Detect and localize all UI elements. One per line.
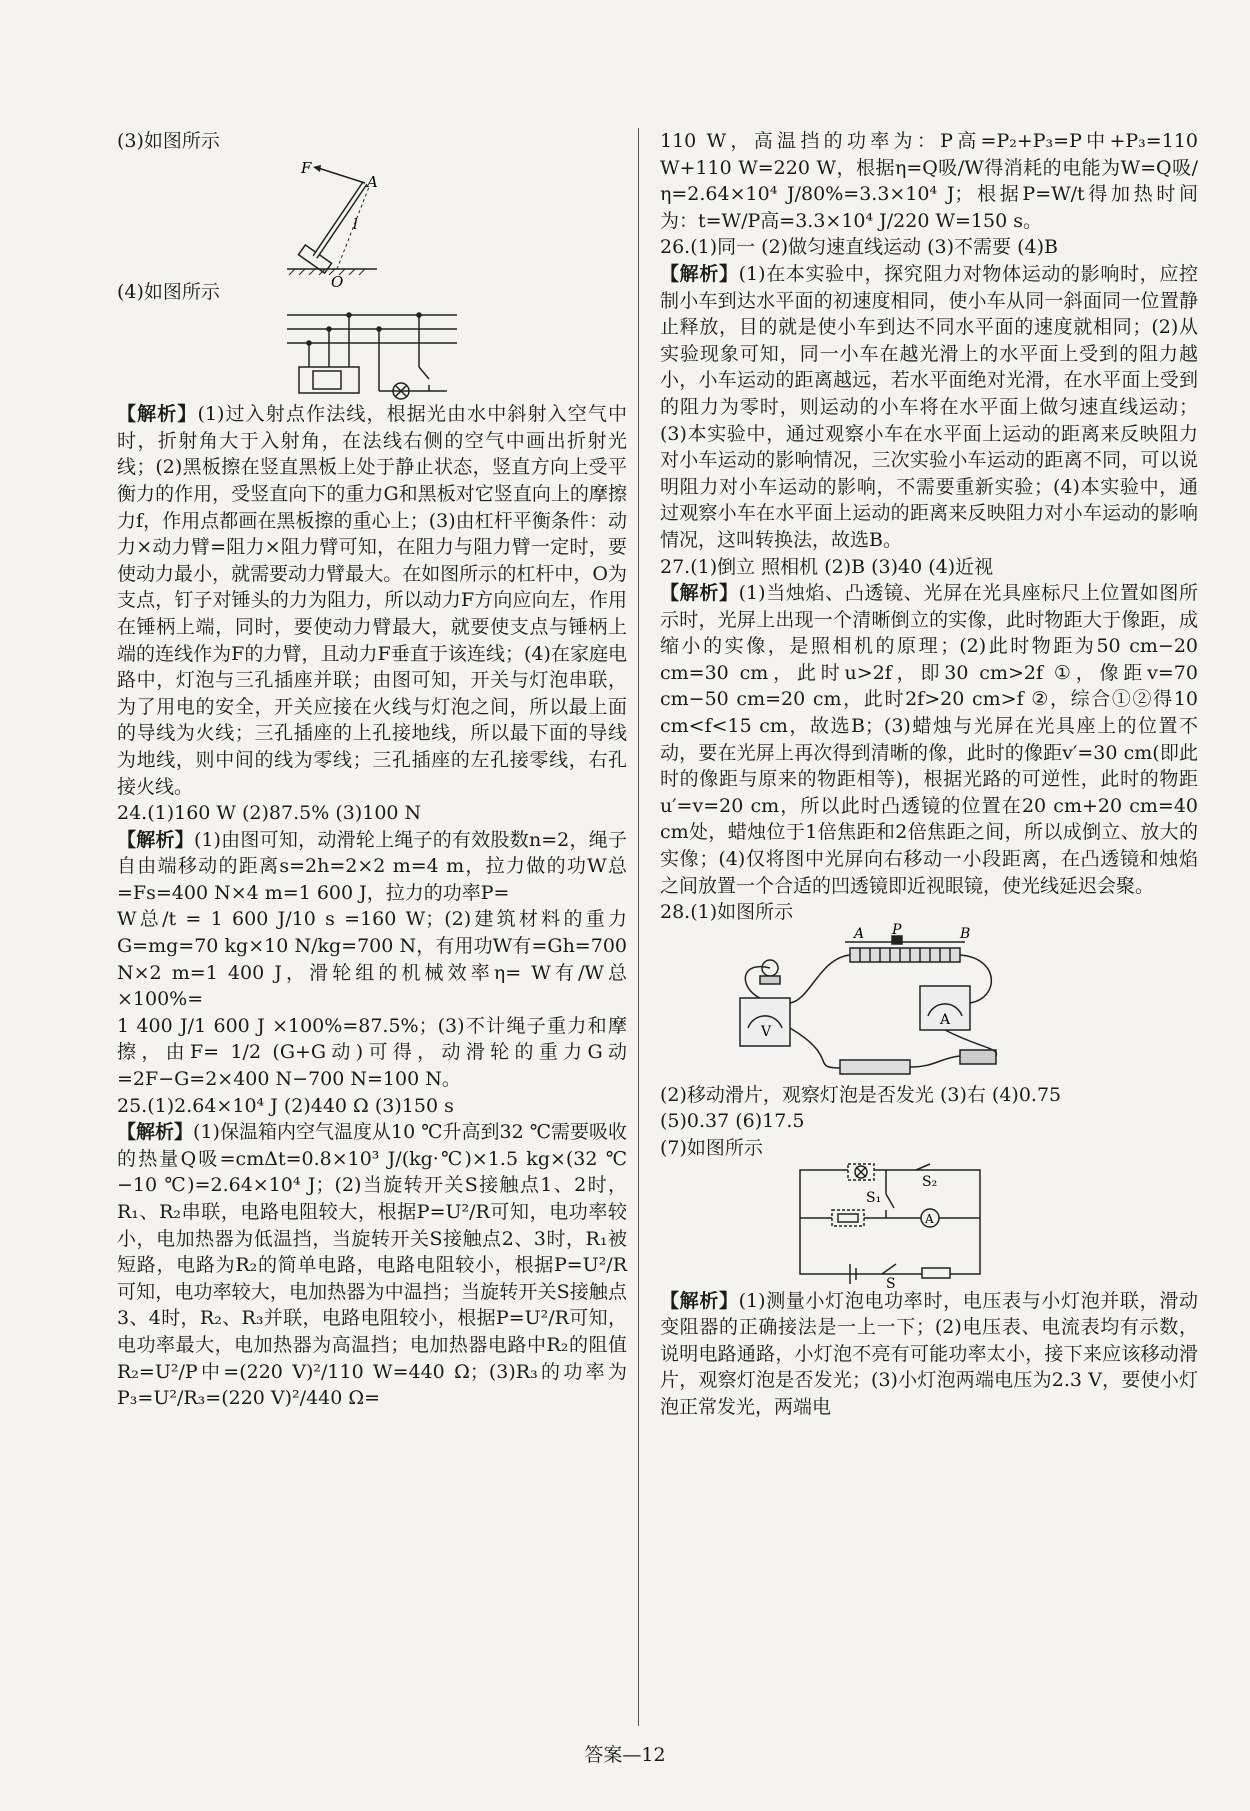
analysis-tag: 【解析】	[117, 1121, 194, 1144]
q23-4-caption: (4)如图所示	[117, 280, 220, 303]
lever-label-f: F	[301, 158, 312, 177]
q26-analysis-text: (1)在本实验中，探究阻力对物体运动的影响时，应控制小车到达水平面的初速度相同，使小车从同一斜面同一位置静止释放，目的就是使小车到达不同水平面的速度就相同；(2)从实验现象可知，同一小车在越光滑上的水平面上受到的阻力越小，小车运动的距离越远，若水平面绝对光滑，在水平面上受到的阻力为零时，则运动的小车将在水平面上做匀速直线运动；(3)本实验中，通过观察小车在水平面上运动的距离来反映阻力对小车运动的影响情况，三次实验小车运动的距离不同，可以说明阻力对小车运动的影响，不需要重新实验；(4)本实验中，通过观察小车在水平面上运动的距离来反映阻力对小车运动的影响情况，这叫转换法，故选B。	[660, 262, 1198, 551]
lever-label-l: l	[353, 214, 358, 233]
q26-answer: 26.(1)同一 (2)做匀速直线运动 (3)不需要 (4)B	[660, 236, 1058, 259]
ammeter-symbol: A	[925, 1211, 934, 1226]
q25-continuation: 110 W，高温挡的功率为：P高=P₂+P₃=P中+P₃=110 W+110 W=220 W，根据η=Q吸/W得消耗的电能为W=Q吸/η=2.64×10⁴ J/80%=3.3×10⁴ J；根据P=W/t得加热时间为：t=W/P高=3.3×10⁴ J/220 W=150 s。	[660, 130, 1198, 232]
q27-analysis-text: (1)当烛焰、凸透镜、光屏在光具座标尺上位置如图所示时，光屏上出现一个清晰倒立的实像，此时物距大于像距，成缩小的实像，是照相机的原理；(2)此时物距为50 cm−20 cm=30 cm，此时u>2f，即30 cm>2f ①，像距v=70 cm−50 cm=20 cm，此时2f>20 cm>f ②，综合①②得10 cm<f<15 cm，故选B；(3)蜡烛与光屏在光具座上的位置不动，要在光屏上再次得到清晰的像，此时的像距v′=30 cm(即此时的像距与原来的物距相等)，根据光路的可逆性，此时的物距u′=v=20 cm，所以此时凸透镜的位置在20 cm+20 cm=40 cm处，蜡烛位于1倍焦距和2倍焦距之间，所以成倒立、放大的实像；(4)仅将图中光屏向右移动一小段距离，在凸透镜和烛焰之间放置一个合适的凹透镜即近视眼镜，使光线延迟会聚。	[660, 582, 1198, 897]
ammeter-label: A	[940, 1011, 951, 1028]
q28-1-caption: 28.(1)如图所示	[660, 901, 794, 924]
schematic-figure	[660, 1164, 1198, 1292]
switch-label-s2: S₂	[922, 1173, 938, 1190]
lever-label-o: O	[331, 272, 344, 291]
page-number: 答案—12	[584, 1744, 666, 1766]
voltmeter-label: V	[761, 1023, 772, 1040]
q24-analysis-line-1: (1)由图可知，动滑轮上绳子的有效股数n=2，绳子自由端移动的距离s=2h=2×2 m=4 m，拉力做的功W总=Fs=400 N×4 m=1 600 J，拉力的功率P=	[117, 828, 627, 904]
hammer-lever-diagram	[117, 157, 627, 291]
q23-analysis	[117, 401, 627, 800]
analysis-tag: 【解析】	[660, 582, 739, 605]
column-divider	[638, 128, 639, 1726]
rheostat-label-b: B	[960, 925, 971, 942]
q24-analysis-line-2: W总/t = 1 600 J/10 s =160 W；(2)建筑材料的重力G=mg=70 kg×10 N/kg=700 N，有用功W有=Gh=700 N×2 m=1 400 J，滑轮组的机械效率η= W有/W总 ×100%=	[117, 908, 627, 1011]
switch-label-s1: S₁	[866, 1189, 882, 1206]
lever-figure	[117, 157, 627, 291]
q23-3-caption: (3)如图所示	[117, 130, 220, 152]
household-circuit-diagram	[117, 307, 627, 397]
analysis-tag: 【解析】	[117, 403, 198, 426]
q28-analysis	[660, 1288, 1198, 1421]
rheostat-label-p: P	[892, 921, 902, 938]
q23-analysis-text: (1)过入射点作法线，根据光由水中斜射入空气中时，折射角大于入射角，在法线右侧的空气中画出折射光线；(2)黑板擦在竖直黑板上处于静止状态，竖直方向上受平衡力的作用，受竖直向下的重力G和黑板对它竖直向上的摩擦力f，作用点都画在黑板擦的重心上；(3)由杠杆平衡条件：动力×动力臂=阻力×阻力臂可知，在阻力与阻力臂一定时，要使动力最小，就需要动力臂最大。在如图所示的杠杆中，O为支点，钉子对锤头的力为阻力，所以动力F方向应向左，作用在锤柄上端，同时，要使动力臂最大，就要使支点与锤柄上端的连线作为F的力臂，且动力F垂直于该连线；(4)在家庭电路中，灯泡与三孔插座并联；由图可知，开关与灯泡串联，为了用电的安全，开关应接在火线与灯泡之间，所以最上面的导线为火线；三孔插座的上孔接地线，所以最下面的导线为地线，则中间的线为零线；三孔插座的左孔接零线，右孔接火线。	[117, 403, 627, 798]
q25-analysis-text: (1)保温箱内空气温度从10 ℃升高到32 ℃需要吸收的热量Q吸=cmΔt=0.8×10³ J/(kg·℃)×1.5 kg×(32 ℃−10 ℃)=2.64×10⁴ J；(2)当旋转开关S接触点1、2时，R₁、R₂串联，电路电阻较大，根据P=U²/R可知，电功率较小，电加热器为低温挡，当旋转开关S接触点2、3时，R₁被短路，电路为R₂的简单电路，电路电阻较小，根据P=U²/R可知，电功率较大，电加热器为中温挡；当旋转开关S接触点3、4时，R₂、R₃并联，电路电阻较小，根据P=U²/R可知，电功率最大，电加热器为高温挡；电加热器电路中R₂的阻值R₂=U²/P中=(220 V)²/110 W=440 Ω；(3)R₃的功率为P₃=U²/R₃=(220 V)²/440 Ω=	[117, 1121, 627, 1410]
analysis-tag: 【解析】	[660, 262, 739, 285]
right-column	[660, 128, 1198, 1421]
q28-7-caption: (7)如图所示	[660, 1137, 763, 1159]
analysis-tag: 【解析】	[660, 1289, 739, 1312]
q27-answer: 27.(1)倒立 照相机 (2)B (3)40 (4)近视	[660, 555, 994, 578]
circuit-wiring-diagram	[660, 921, 1198, 1078]
q24-analysis-line-3: 1 400 J/1 600 J ×100%=87.5%；(3)不计绳子重力和摩擦，由F= 1/2 (G+G动)可得，动滑轮的重力G动=2F−G=2×400 N−700 N=100 N。	[117, 1014, 627, 1091]
q28-answers-b: (5)0.37 (6)17.5	[660, 1110, 805, 1133]
household-circuit-figure	[117, 307, 627, 397]
q25-answer: 25.(1)2.64×10⁴ J (2)440 Ω (3)150 s	[117, 1094, 454, 1117]
analysis-tag: 【解析】	[117, 828, 194, 851]
q24-analysis	[117, 827, 627, 907]
q28-analysis-text: (1)测量小灯泡电功率时，电压表与小灯泡并联，滑动变阻器的正确接法是一上一下；(2)电压表、电流表均有示数，说明电路通路，小灯泡不亮有可能功率太小，接下来应该移动滑片，观察灯泡是否发光；(3)小灯泡两端电压为2.3 V，要使小灯泡正常发光，两端电	[660, 1289, 1198, 1418]
q26-analysis	[660, 261, 1198, 554]
q27-analysis	[660, 580, 1198, 899]
circuit-wiring-figure	[660, 921, 1198, 1078]
left-column	[117, 128, 627, 1412]
q28-answers-a: (2)移动滑片，观察灯泡是否发光 (3)右 (4)0.75	[660, 1083, 1062, 1106]
circuit-schematic	[660, 1164, 1198, 1292]
rheostat-label-a: A	[854, 925, 865, 942]
lever-label-a: A	[367, 172, 378, 191]
q25-analysis	[117, 1119, 627, 1412]
switch-label-s: S	[886, 1275, 896, 1292]
q24-answer: 24.(1)160 W (2)87.5% (3)100 N	[117, 802, 422, 825]
